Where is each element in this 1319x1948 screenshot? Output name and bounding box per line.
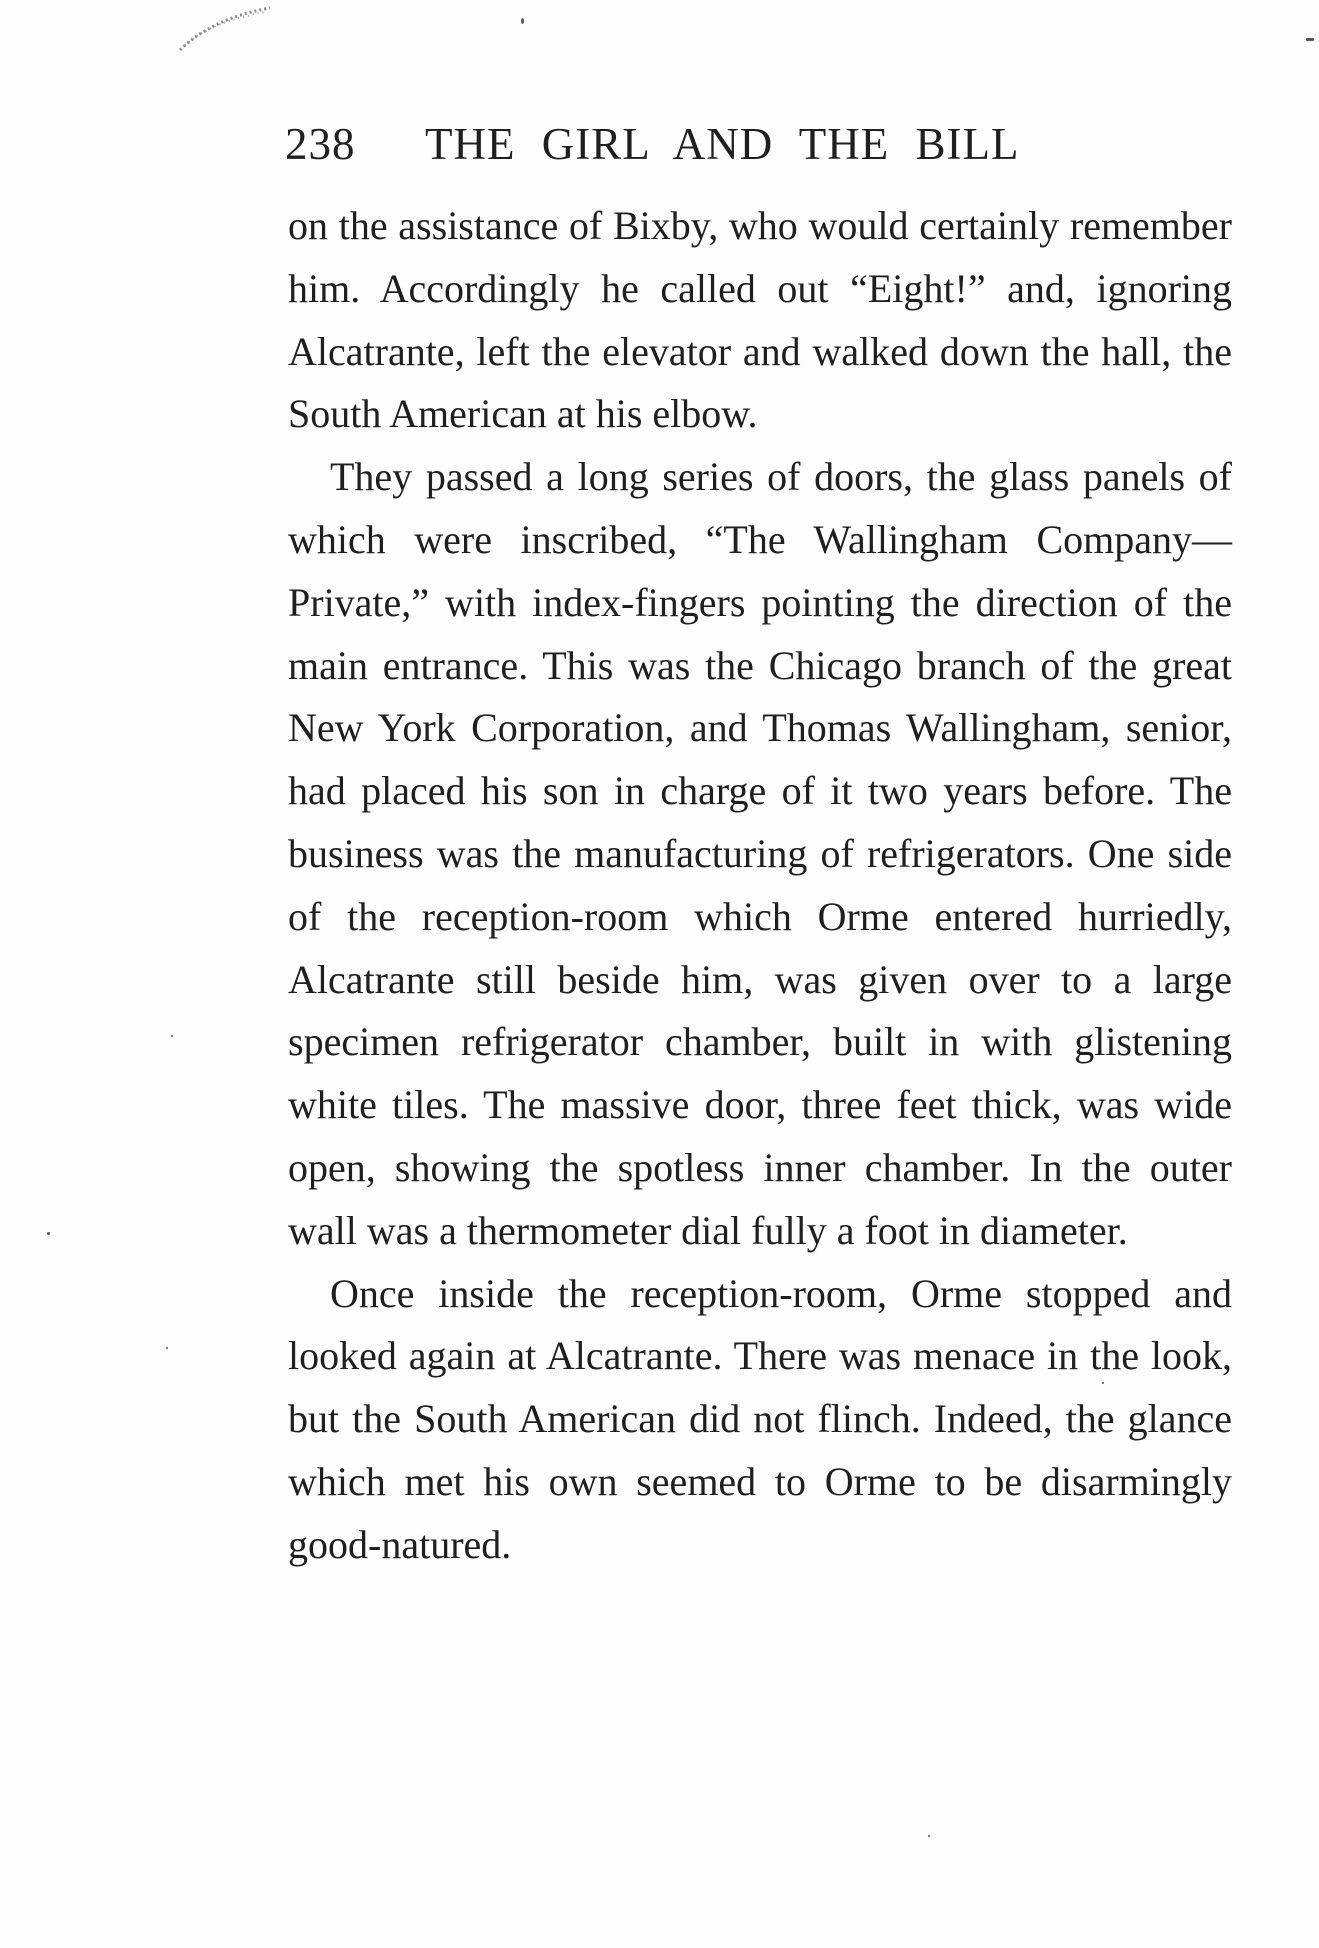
paragraph: Once inside the reception-room, Orme stopped and looked again at Alcatrante. There was menace in the look, but the South American did not flinch. Indeed, the glance which met his own seemed to Orme to be disarmingly good-natured.: [288, 1270, 1232, 1567]
scan-speck: [521, 18, 524, 24]
scan-speck: [171, 1035, 173, 1037]
paragraph: on the assistance of Bixby, who would certainly remember him. Accordingly he called out “Eight!” and, ignoring Alcatrante, left the elevator and walked down the hall, the South American at his elbow.: [288, 203, 1232, 437]
scan-smudge: [170, 0, 280, 60]
scan-speck: [166, 1347, 168, 1349]
paragraph: They passed a long series of doors, the glass panels of which were inscribed, “The Wallingham Company—Private,” with index-fingers pointing the direction of the main entrance. This was the Chicago branch of the great New York Corporation, and Thomas Wallingham, senior, had placed his son in charge of it two years before. The business was the manufacturing of refrigerators. One side of the reception-room which Orme entered hurriedly, Alcatrante still beside him, was given over to a large specimen refrigerator chamber, built in with glistening white tiles. The massive door, three feet thick, was wide open, showing the spotless inner chamber. In the outer wall was a thermometer dial fully a foot in diameter.: [288, 454, 1232, 1253]
page-header: [285, 118, 1240, 178]
running-title: THE GIRL AND THE BILL: [425, 119, 1020, 169]
scan-speck: [1306, 38, 1314, 41]
scan-speck: [928, 1835, 930, 1837]
body-text: [288, 195, 1232, 1577]
page-number: 238: [285, 119, 356, 169]
scan-speck: [47, 1232, 50, 1235]
